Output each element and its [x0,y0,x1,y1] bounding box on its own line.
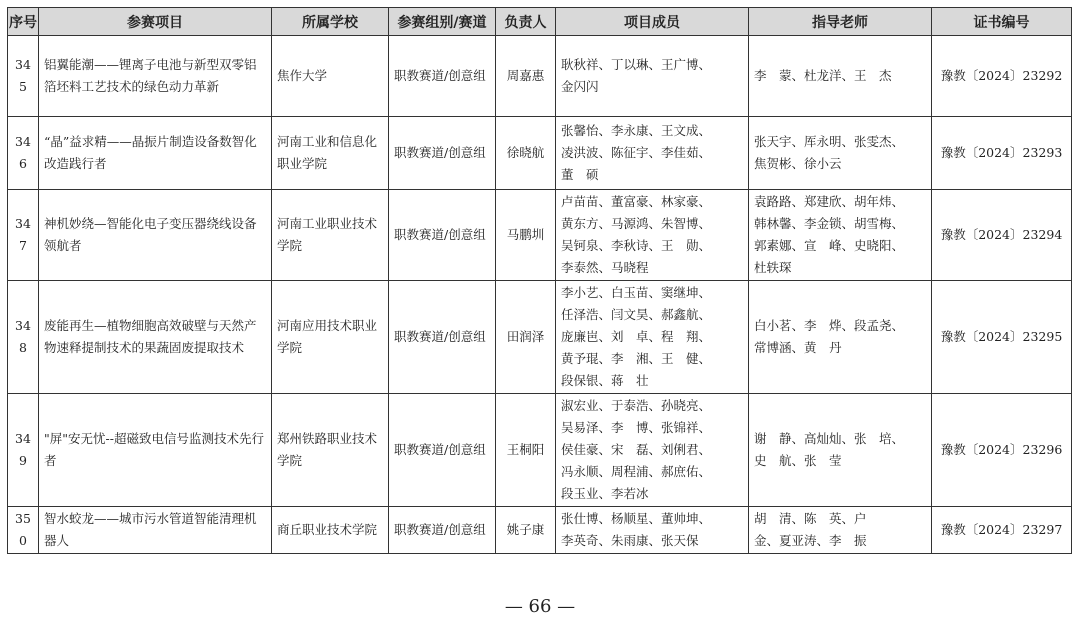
table-row [8,117,1072,190]
cell-cert: 豫教〔2024〕23296 [932,394,1072,507]
cell-school: 河南应用技术职业学院 [272,281,389,394]
cell-leader: 周嘉惠 [496,36,556,117]
cell-group: 职教赛道/创意组 [389,36,496,117]
page-number: — 66 — [504,596,576,617]
cell-leader: 王桐阳 [496,394,556,507]
cell-seq: 348 [8,281,39,394]
table-row [8,507,1072,554]
cell-school: 商丘职业技术学院 [272,507,389,554]
header-project: 参赛项目 [39,8,272,36]
table-row [8,394,1072,507]
cell-project: “晶”益求精——晶振片制造设备数智化改造践行者 [39,117,272,190]
cell-members: 卢苗苗、董富豪、林家豪、 黄东方、马源鸿、朱智博、 吴钶泉、李秋诗、王 勋、 李泰然、马晓程 [556,190,749,281]
header-seq: 序号 [8,8,39,36]
header-school: 所属学校 [272,8,389,36]
table-row [8,36,1072,117]
cell-cert: 豫教〔2024〕23295 [932,281,1072,394]
cell-group: 职教赛道/创意组 [389,281,496,394]
cell-cert: 豫教〔2024〕23292 [932,36,1072,117]
cell-project: "屏"安无忧--超磁致电信号监测技术先行者 [39,394,272,507]
awards-table [7,7,1072,554]
cell-members: 张馨怡、李永康、王文成、 凌洪波、陈征宇、李佳茹、 董 硕 [556,117,749,190]
cell-mentors: 胡 清、陈 英、户 金、夏亚涛、李 振 [749,507,932,554]
cell-group: 职教赛道/创意组 [389,190,496,281]
table-row [8,190,1072,281]
cell-cert: 豫教〔2024〕23293 [932,117,1072,190]
cell-group: 职教赛道/创意组 [389,117,496,190]
cell-school: 郑州铁路职业技术学院 [272,394,389,507]
cell-leader: 徐晓航 [496,117,556,190]
cell-cert: 豫教〔2024〕23294 [932,190,1072,281]
table-row [8,281,1072,394]
cell-leader: 姚子康 [496,507,556,554]
cell-seq: 346 [8,117,39,190]
header-group: 参赛组别/赛道 [389,8,496,36]
cell-members: 淑宏业、于泰浩、孙晓亮、 吴易泽、李 博、张锦祥、 侯佳豪、宋 磊、刘俐君、 冯永顺、周程浦、郝庶佑、 段玉业、李若冰 [556,394,749,507]
cell-project: 废能再生—植物细胞高效破壁与天然产物速释提制技术的果蔬固废提取技术 [39,281,272,394]
cell-mentors: 谢 静、高灿灿、张 培、 史 航、张 莹 [749,394,932,507]
cell-mentors: 张天宇、厍永明、张雯杰、 焦贺彬、徐小云 [749,117,932,190]
cell-mentors: 白小茗、李 烨、段孟尧、 常博涵、黄 丹 [749,281,932,394]
cell-project: 智水蛟龙——城市污水管道智能清理机器人 [39,507,272,554]
cell-mentors: 李 蒙、杜龙洋、王 杰 [749,36,932,117]
cell-seq: 349 [8,394,39,507]
cell-school: 河南工业和信息化职业学院 [272,117,389,190]
header-members: 项目成员 [556,8,749,36]
header-mentors: 指导老师 [749,8,932,36]
cell-group: 职教赛道/创意组 [389,394,496,507]
cell-cert: 豫教〔2024〕23297 [932,507,1072,554]
cell-project: 铝翼能潮——锂离子电池与新型双零铝箔坯料工艺技术的绿色动力革新 [39,36,272,117]
cell-seq: 345 [8,36,39,117]
cell-seq: 350 [8,507,39,554]
header-cert: 证书编号 [932,8,1072,36]
cell-members: 张仕博、杨顺星、董帅坤、 李英奇、朱雨康、张天保 [556,507,749,554]
cell-group: 职教赛道/创意组 [389,507,496,554]
cell-project: 神机妙绕—智能化电子变压器绕线设备领航者 [39,190,272,281]
cell-school: 河南工业职业技术学院 [272,190,389,281]
header-row [8,8,1072,36]
cell-school: 焦作大学 [272,36,389,117]
cell-leader: 马鹏圳 [496,190,556,281]
cell-members: 耿秋祥、丁以琳、王广博、 金闪闪 [556,36,749,117]
header-leader: 负责人 [496,8,556,36]
cell-seq: 347 [8,190,39,281]
cell-leader: 田润泽 [496,281,556,394]
cell-members: 李小艺、白玉苗、窦继坤、 任泽浩、闫文昊、郝鑫航、 庞廉岜、刘 卓、程 翔、 黄予琨、李 湘、王 健、 段保银、蒋 壮 [556,281,749,394]
cell-mentors: 袁路路、郑建欣、胡年炜、 韩林馨、李金锁、胡雪梅、 郭素娜、宣 峰、史晓阳、 杜轶琛 [749,190,932,281]
